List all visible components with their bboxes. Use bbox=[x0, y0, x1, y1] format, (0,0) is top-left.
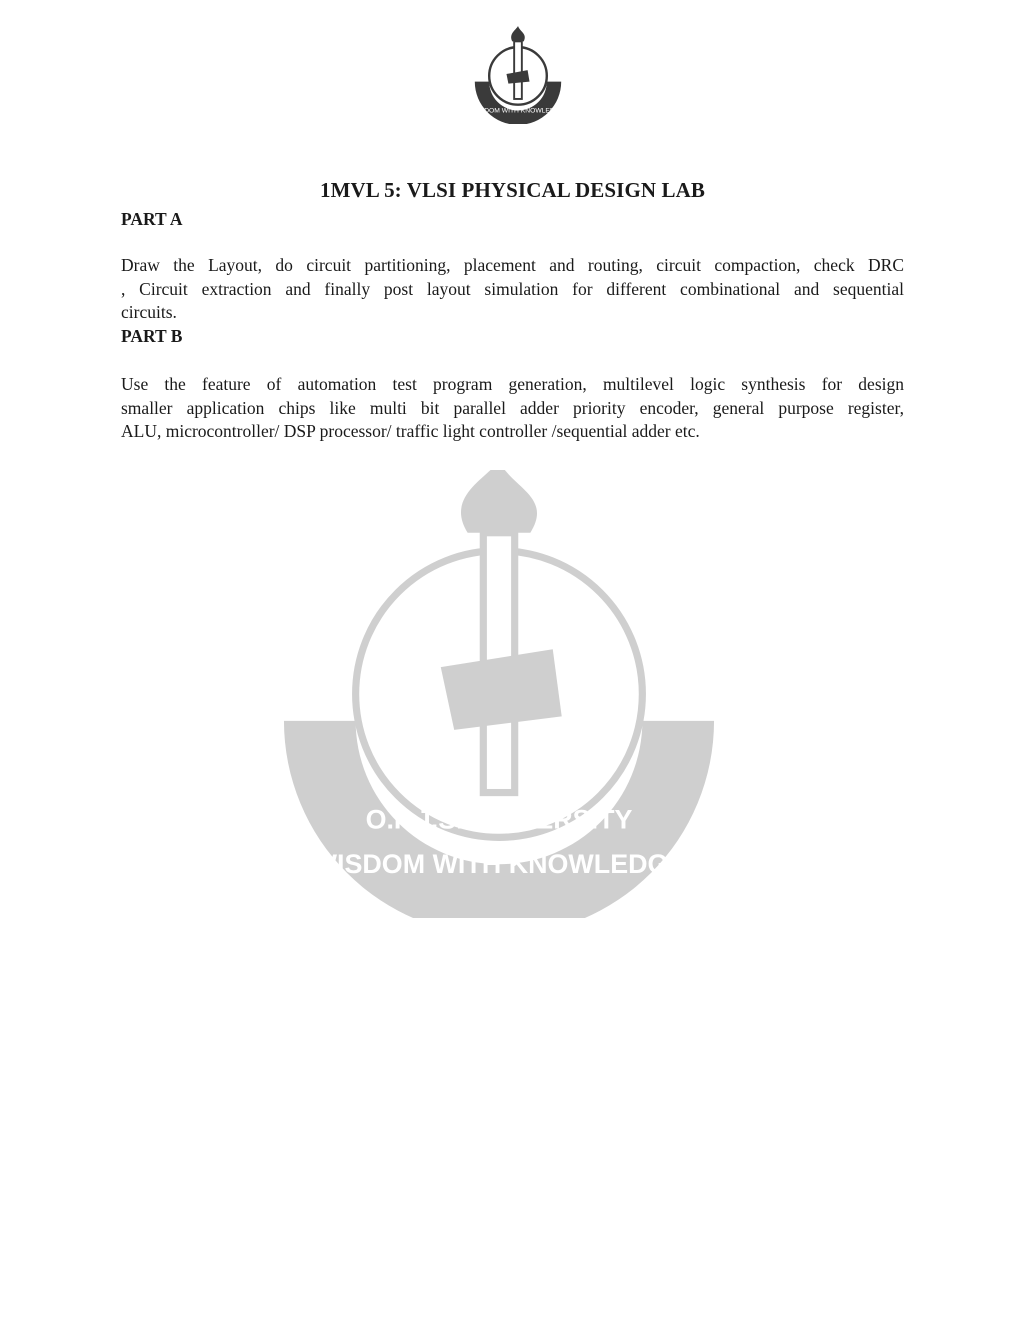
svg-text:WISDOM WITH KNOWLEDGE: WISDOM WITH KNOWLEDGE bbox=[311, 849, 687, 880]
part-b-text bbox=[121, 373, 904, 444]
svg-text:WISDOM WITH KNOWLEDGE: WISDOM WITH KNOWLEDGE bbox=[471, 107, 565, 115]
part-b-heading: PART B bbox=[121, 326, 183, 346]
university-watermark bbox=[262, 470, 736, 918]
part-a-text bbox=[121, 254, 904, 325]
part-a-heading: PART A bbox=[121, 209, 183, 229]
text-line: Draw the Layout, do circuit partitioning, placement and routing, circuit compaction, check DRC bbox=[121, 255, 904, 275]
svg-text:O.P.J.S. UNIVERSITY: O.P.J.S. UNIVERSITY bbox=[365, 804, 633, 835]
text-line: circuits. bbox=[121, 302, 177, 322]
university-logo bbox=[470, 24, 566, 124]
text-line: Use the feature of automation test program generation, multilevel logic synthesis for design bbox=[121, 374, 904, 394]
text-line: , Circuit extraction and finally post layout simulation for different combinational and sequential bbox=[121, 278, 904, 299]
text-line: ALU, microcontroller/ DSP processor/ traffic light controller /sequential adder etc. bbox=[121, 421, 700, 441]
page-title: 1MVL 5: VLSI PHYSICAL DESIGN LAB bbox=[320, 178, 705, 202]
text-line: smaller application chips like multi bit parallel adder priority encoder, general purpose register, bbox=[121, 397, 904, 418]
